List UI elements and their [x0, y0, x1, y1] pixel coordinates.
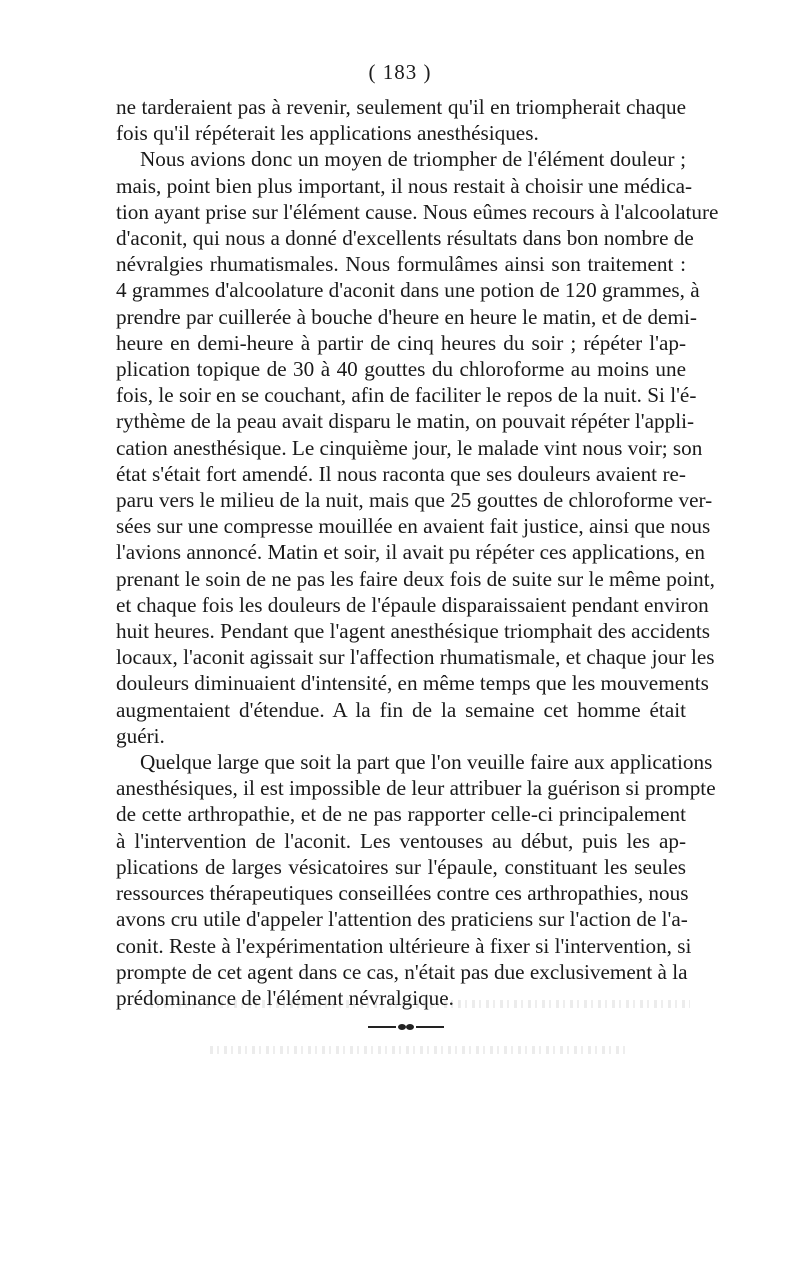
text-line: cation anesthésique. Le cinquième jour, le malade vint nous voir; son	[116, 435, 703, 460]
text-line: huit heures. Pendant que l'agent anesthésique triomphait des accidents	[116, 619, 710, 644]
text-line: prédominance de l'élément névralgique.	[116, 985, 454, 1010]
tail-ornament-icon	[366, 1022, 446, 1032]
text-line: prenant le soin de ne pas les faire deux fois de suite sur le même point,	[116, 566, 715, 591]
text-line: de cette arthropathie, et de ne pas rapporter celle-ci principalement	[116, 802, 686, 827]
text-line: à l'intervention de l'aconit. Les ventouses au début, puis les ap-	[116, 828, 686, 853]
text-line: état s'était fort amendé. Il nous raconta que ses douleurs avaient re-	[116, 461, 686, 486]
text-line: douleurs diminuaient d'intensité, en même temps que les mouvements	[116, 671, 709, 696]
text-line: heure en demi-heure à partir de cinq heures du soir ; répéter l'ap-	[116, 330, 686, 355]
body-text	[116, 94, 719, 1011]
text-line: ressources thérapeutiques conseillées contre ces arthropathies, nous	[116, 881, 689, 906]
text-line: mais, point bien plus important, il nous restait à choisir une médica-	[116, 173, 693, 198]
text-line: prompte de cet agent dans ce cas, n'était pas due exclusivement à la	[116, 959, 688, 984]
text-line: augmentaient d'étendue. A la fin de la semaine cet homme était	[116, 697, 686, 722]
text-line: rythème de la peau avait disparu le matin, on pouvait répéter l'appli-	[116, 409, 695, 434]
text-line: ne tarderaient pas à revenir, seulement qu'il en triompherait chaque	[116, 95, 686, 119]
text-line: locaux, l'aconit agissait sur l'affection rhumatismale, et chaque jour les	[116, 645, 715, 670]
text-line: 4 grammes d'alcoolature d'aconit dans une potion de 120 grammes, à	[116, 278, 700, 303]
text-line: sées sur une compresse mouillée en avaient fait justice, ainsi que nous	[116, 514, 711, 539]
text-line: plications de larges vésicatoires sur l'épaule, constituant les seules	[116, 854, 686, 879]
text-line: guéri.	[116, 723, 165, 748]
text-line: tion ayant prise sur l'élément cause. Nous eûmes recours à l'alcoolature	[116, 199, 719, 224]
text-line: fois qu'il répéterait les applications anesthésiques.	[116, 121, 539, 146]
text-line: plication topique de 30 à 40 gouttes du chloroforme au moins une	[116, 357, 686, 382]
text-line: névralgies rhumatismales. Nous formulâmes ainsi son traitement :	[116, 252, 686, 277]
text-line: et chaque fois les douleurs de l'épaule disparaissaient pendant environ	[116, 592, 709, 617]
text-line: prendre par cuillerée à bouche d'heure en heure le matin, et de demi-	[116, 304, 697, 329]
text-line: Quelque large que soit la part que l'on veuille faire aux applications	[140, 750, 713, 775]
bleed-through	[150, 1000, 690, 1008]
text-line: paru vers le milieu de la nuit, mais que 25 gouttes de chloroforme ver-	[116, 488, 713, 513]
text-line: fois, le soir en se couchant, afin de faciliter le repos de la nuit. Si l'é-	[116, 383, 697, 408]
paragraph	[116, 749, 716, 1011]
text-line: l'avions annoncé. Matin et soir, il avait pu répéter ces applications, en	[116, 540, 705, 565]
paragraph	[116, 146, 719, 749]
text-line: anesthésiques, il est impossible de leur attribuer la guérison si prompte	[116, 776, 716, 801]
text-line: d'aconit, qui nous a donné d'excellents résultats dans bon nombre de	[116, 226, 694, 251]
text-line: conit. Reste à l'expérimentation ultérieure à fixer si l'intervention, si	[116, 933, 692, 958]
text-line: Nous avions donc un moyen de triompher de l'élément douleur ;	[140, 147, 686, 172]
text-line: avons cru utile d'appeler l'attention des praticiens sur l'action de l'a-	[116, 907, 688, 932]
bleed-through	[210, 1046, 630, 1054]
paragraph	[116, 94, 686, 146]
page-number: ( 183 )	[368, 60, 432, 84]
